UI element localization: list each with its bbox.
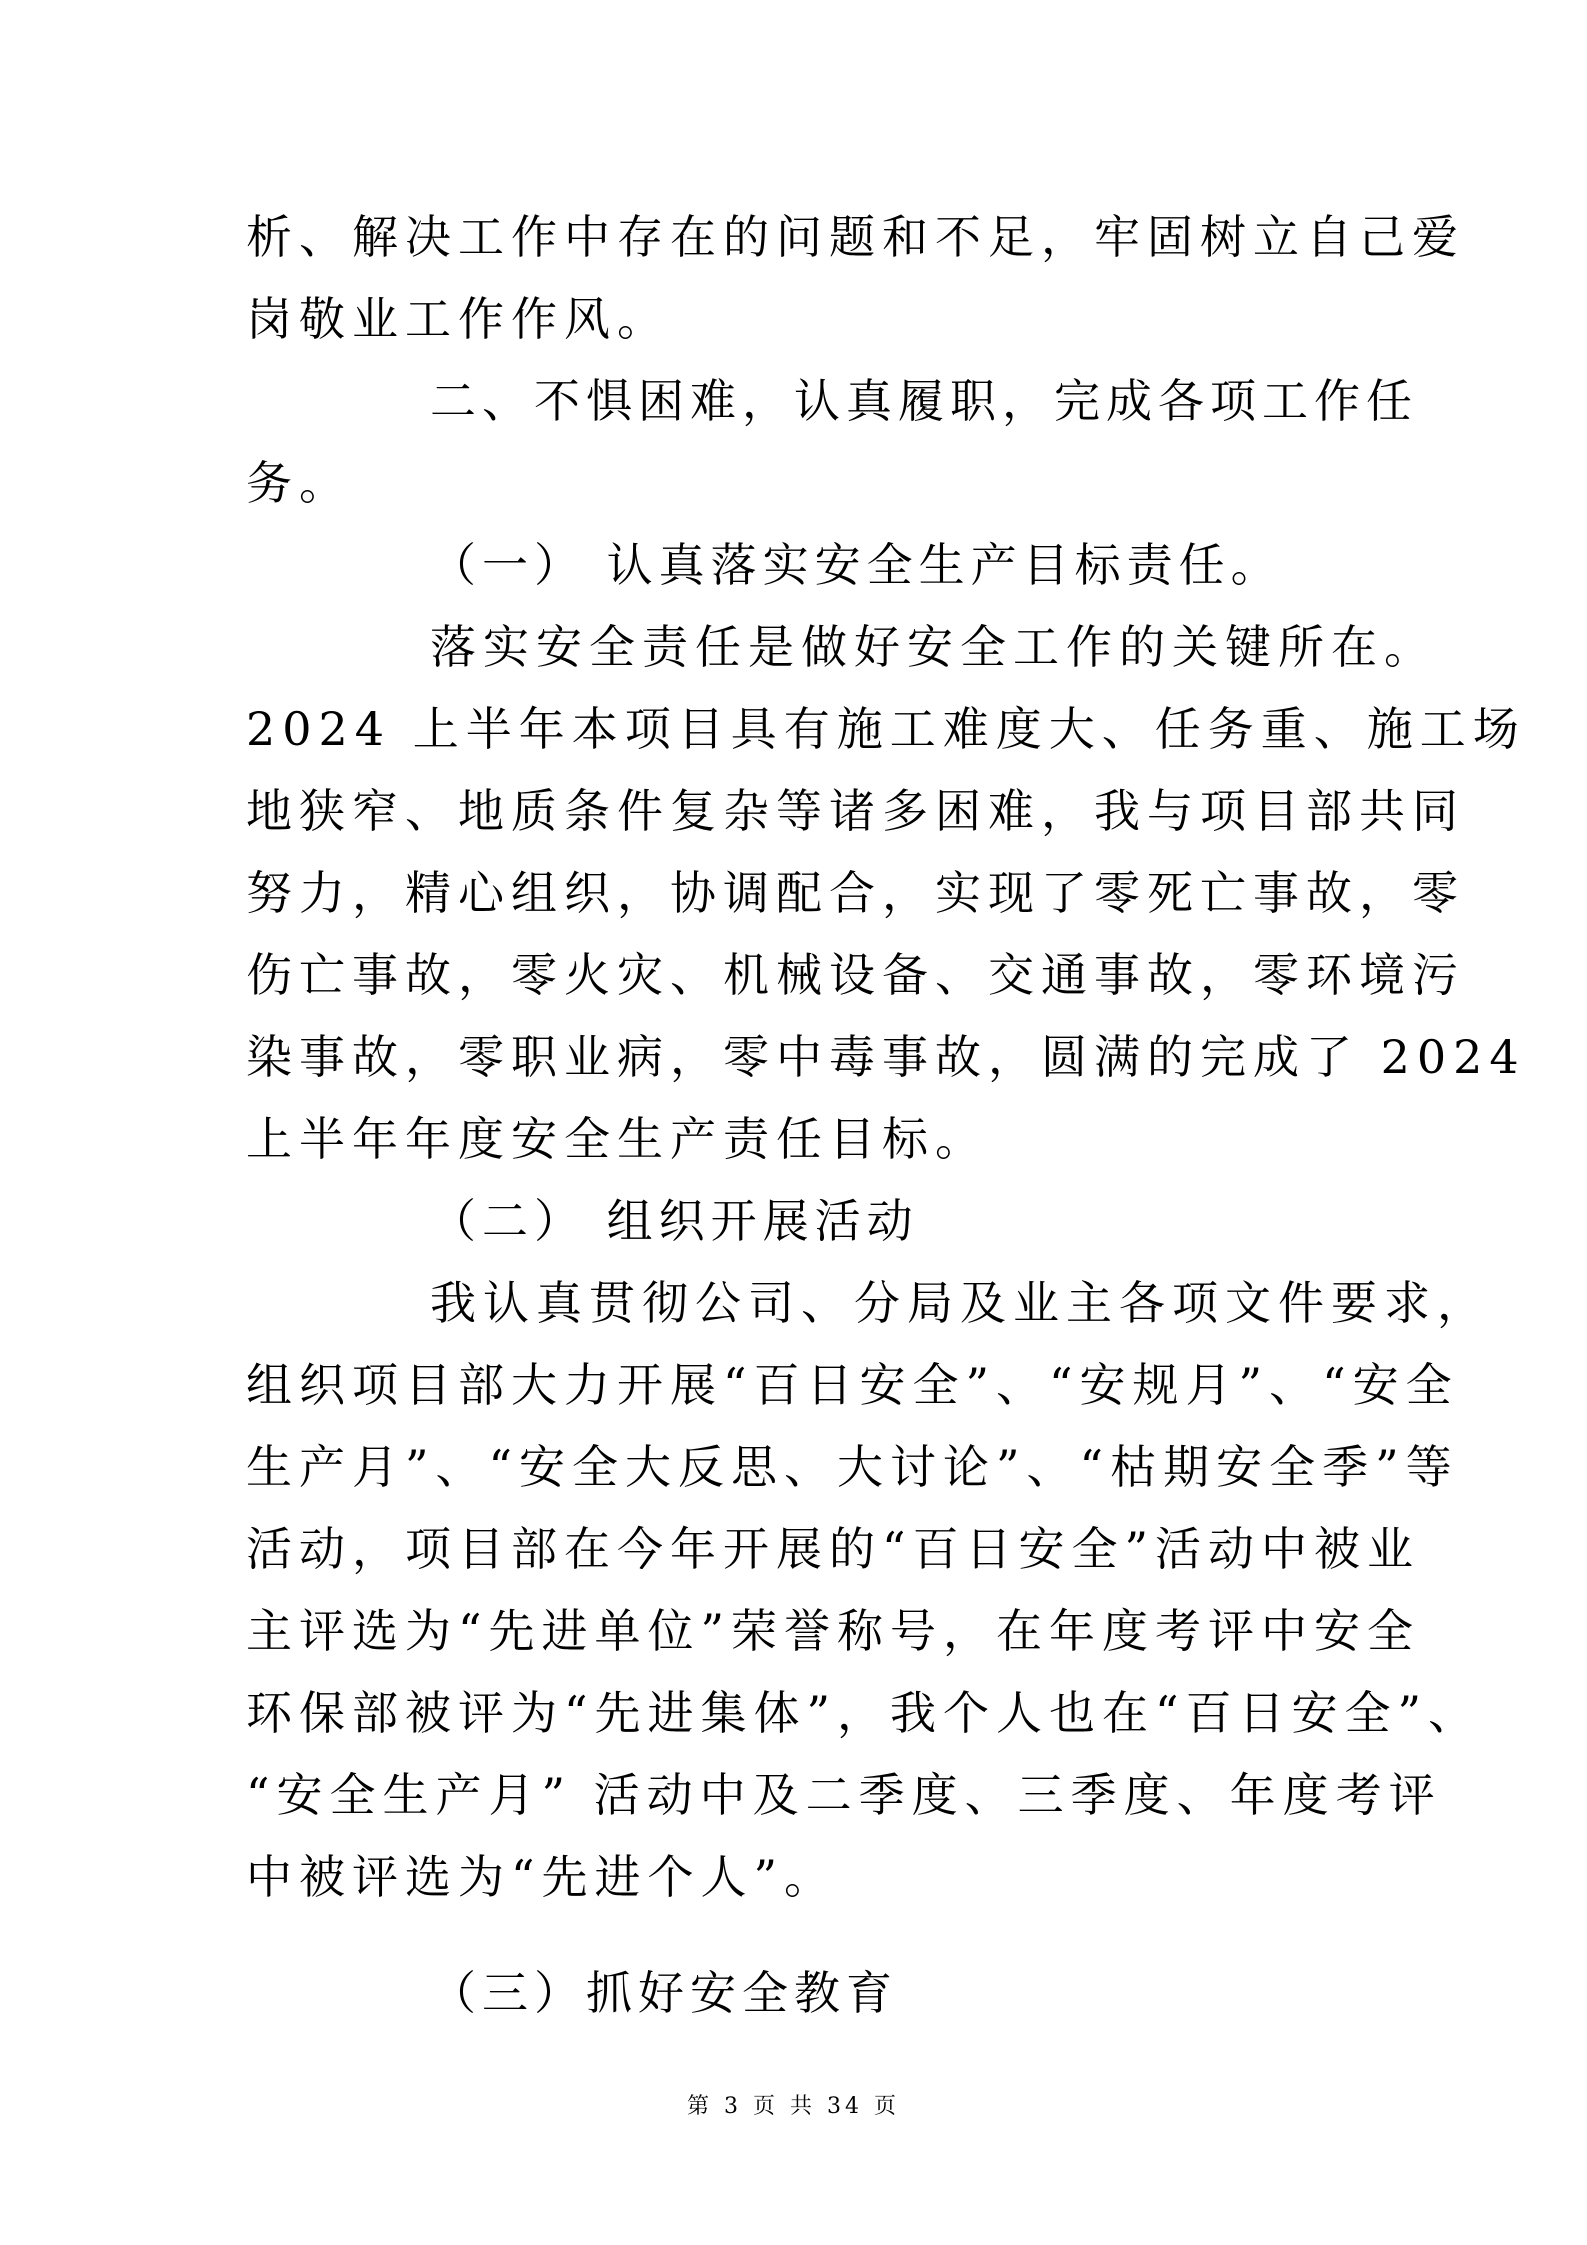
paragraph-start-2: 我认真贯彻公司、分局及业主各项文件要求， [430, 1276, 1490, 1330]
text-line-1: 析、解决工作中存在的问题和不足，牢固树立自己爱 [246, 210, 1465, 264]
text-line-19: 环保部被评为“先进集体”，我个人也在“百日安全”、 [246, 1686, 1482, 1740]
text-line-7: 2024 上半年本项目具有施工难度大、任务重、施工场 [246, 702, 1526, 756]
section-heading-2: 二、不惧困难，认真履职，完成各项工作任 [430, 374, 1418, 428]
text-line-15: 组织项目部大力开展“百日安全”、“安规月”、“安全 [246, 1358, 1459, 1412]
text-line-4: 务。 [246, 456, 352, 510]
text-line-16: 生产月”、“安全大反思、大讨论”、“枯期安全季”等 [246, 1440, 1459, 1494]
text-line-20: “安全生产月” 活动中及二季度、三季度、年度考评 [246, 1768, 1442, 1822]
text-line-17: 活动，项目部在今年开展的“百日安全”活动中被业 [246, 1522, 1421, 1576]
paragraph-start-1: 落实安全责任是做好安全工作的关键所在。 [430, 620, 1437, 674]
text-line-12: 上半年年度安全生产责任目标。 [246, 1112, 988, 1166]
text-line-10: 伤亡事故，零火灾、机械设备、交通事故，零环境污 [246, 948, 1465, 1002]
subsection-heading-2: （二） 组织开展活动 [430, 1194, 919, 1248]
subsection-heading-3: （三）抓好安全教育 [430, 1966, 898, 2020]
text-line-8: 地狭窄、地质条件复杂等诸多困难，我与项目部共同 [246, 784, 1465, 838]
text-line-11: 染事故，零职业病，零中毒事故，圆满的完成了 2024 [246, 1030, 1526, 1084]
text-line-18: 主评选为“先进单位”荣誉称号，在年度考评中安全 [246, 1604, 1421, 1658]
page-number-footer: 第 3 页 共 34 页 [687, 2094, 900, 2119]
text-line-2: 岗敬业工作作风。 [246, 292, 670, 346]
subsection-heading-1: （一） 认真落实安全生产目标责任。 [430, 538, 1283, 592]
text-line-21: 中被评选为“先进个人”。 [246, 1850, 838, 1904]
text-line-9: 努力，精心组织，协调配合，实现了零死亡事故，零 [246, 866, 1465, 920]
